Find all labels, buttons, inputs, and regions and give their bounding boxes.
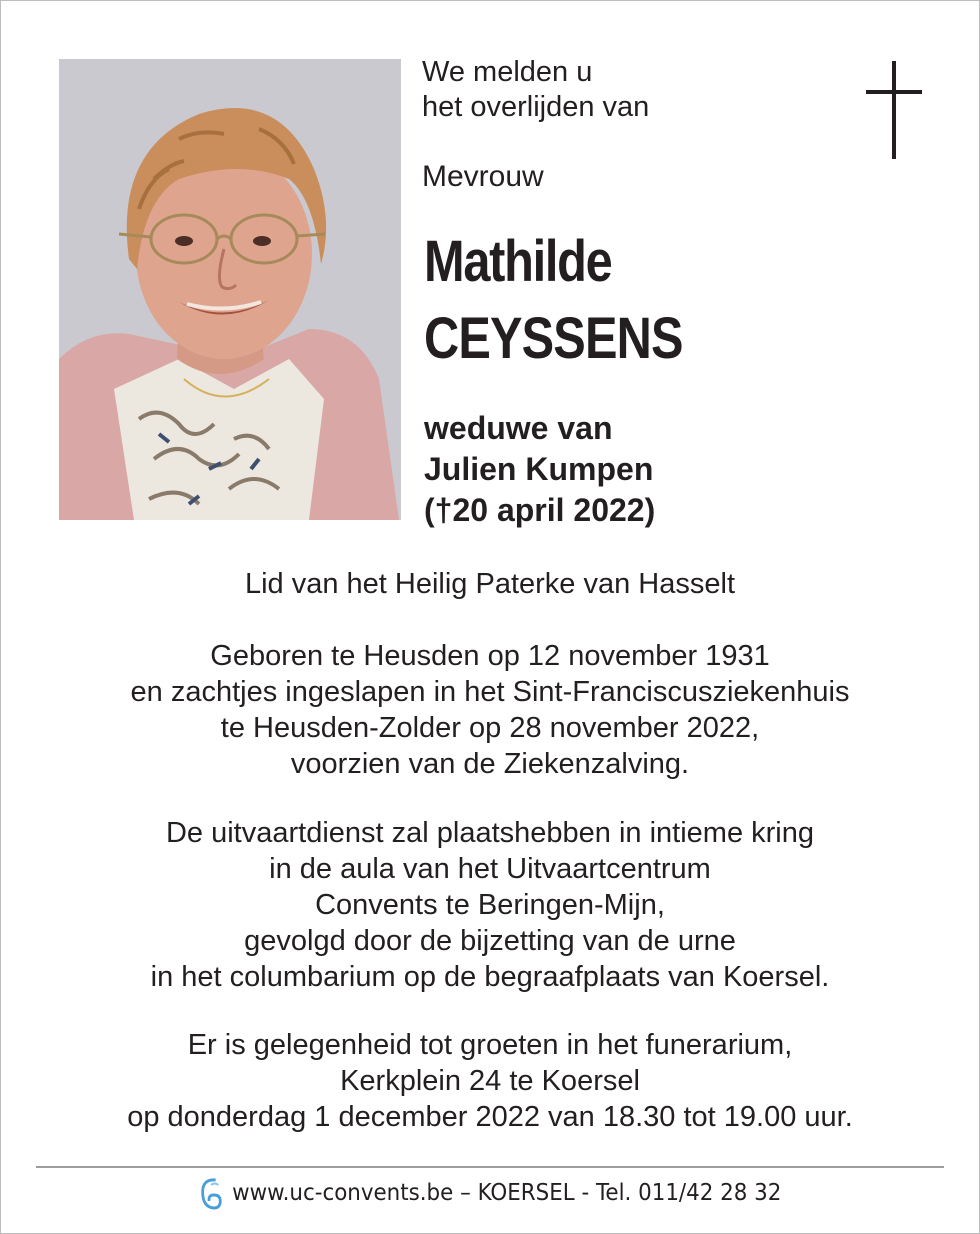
birth-death-line: te Heusden-Zolder op 28 november 2022, [220, 712, 760, 744]
funeral-line: Convents te Beringen-Mijn, [315, 889, 665, 921]
funeral-line: in het columbarium op de begraafplaats van Koersel. [150, 961, 830, 993]
honorific: Mevrouw [422, 160, 544, 193]
visitation-line: Kerkplein 24 te Koersel [340, 1065, 640, 1097]
birth-death-line: en zachtjes ingeslapen in het Sint-Franciscusziekenhuis [130, 676, 850, 708]
footer-contact: www.uc-convents.be – KOERSEL - Tel. 011/42 28 32 [232, 1180, 782, 1206]
spouse-info [424, 408, 655, 531]
cross-icon [866, 61, 922, 159]
portrait-photo [59, 59, 401, 520]
visitation-paragraph [0, 1027, 980, 1135]
uc-convents-logo-icon [199, 1177, 223, 1211]
funeral-paragraph [0, 815, 980, 995]
deceased-first-name: Mathilde [424, 229, 612, 294]
spouse-line-2: Julien Kumpen [424, 451, 654, 487]
birth-death-line: Geboren te Heusden op 12 november 1931 [210, 640, 770, 672]
footer [34, 1176, 945, 1211]
birth-death-line: voorzien van de Ziekenzalving. [290, 748, 690, 780]
funeral-line: gevolgd door de bijzetting van de urne [244, 925, 736, 957]
membership-paragraph [0, 566, 980, 602]
funeral-line: in de aula van het Uitvaartcentrum [269, 853, 711, 885]
membership-line: Lid van het Heilig Paterke van Hasselt [244, 568, 736, 600]
visitation-line: Er is gelegenheid tot groeten in het funerarium, [187, 1029, 793, 1061]
funeral-line: De uitvaartdienst zal plaatshebben in intieme kring [165, 817, 815, 849]
intro-line-2: het overlijden van [422, 91, 650, 123]
intro-text [422, 55, 649, 125]
birth-death-paragraph [0, 638, 980, 782]
spouse-line-1: weduwe van [424, 410, 613, 446]
portrait-illustration [59, 59, 401, 520]
deceased-last-name: CEYSSENS [424, 306, 683, 371]
intro-line-1: We melden u [422, 56, 593, 88]
footer-divider [36, 1166, 944, 1168]
spouse-line-3: (†20 april 2022) [424, 492, 656, 528]
visitation-line: op donderdag 1 december 2022 van 18.30 tot 19.00 uur. [127, 1101, 853, 1133]
